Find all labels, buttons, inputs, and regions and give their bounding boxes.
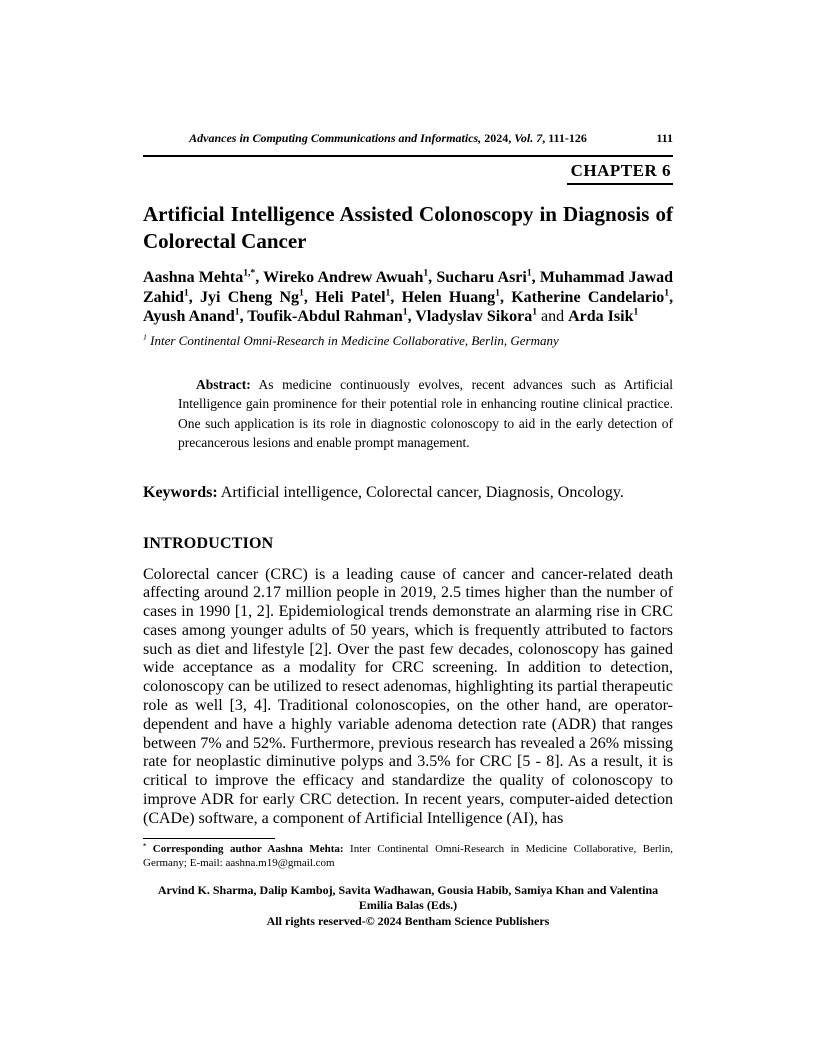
- footnote-divider: [143, 838, 275, 839]
- author-affiliation-superscript: 1,*: [243, 267, 256, 279]
- chapter-banner: [143, 155, 673, 185]
- author-name: Wireko Andrew Awuah: [263, 269, 424, 286]
- author-name: Toufik-Abdul Rahman: [247, 308, 403, 325]
- running-header: [143, 131, 673, 146]
- keywords-text: Artificial intelligence, Colorectal cancer, Diagnosis, Oncology.: [217, 483, 624, 501]
- author-name: Muhammad Jawad Zahid: [143, 269, 674, 306]
- journal-citation: [143, 131, 633, 146]
- page-footer: [143, 883, 673, 930]
- author-name: Arda Isik: [568, 308, 634, 325]
- footer-editors-line-2: Emilia Balas (Eds.): [358, 898, 458, 913]
- journal-pages: , 111-126: [542, 131, 587, 145]
- author-affiliation-superscript: 1: [402, 306, 408, 318]
- section-heading-introduction: INTRODUCTION: [143, 534, 274, 552]
- author-name: Katherine Candelario: [511, 288, 665, 306]
- footer-rights: All rights reserved-© 2024 Bentham Science Publishers: [266, 913, 550, 928]
- page-number: 111: [656, 131, 673, 145]
- affiliation-text: Inter Continental Omni-Research in Medicine Collaborative, Berlin, Germany: [146, 332, 559, 348]
- author-affiliation-superscript: 1: [183, 287, 189, 299]
- author-name: Sucharu Asri: [436, 269, 527, 286]
- footer-editors-line-1: Arvind K. Sharma, Dalip Kamboj, Savita Wadhawan, Gousia Habib, Samiya Khan and Valentina: [157, 882, 659, 897]
- footnote-text: Inter Continental Omni-Research in Medicine Collaborative, Berlin, Germany; E-mail: aashna.m19@gmail.com: [143, 842, 673, 869]
- author-affiliation-superscript: 1: [234, 306, 240, 318]
- footnote: [143, 842, 673, 870]
- journal-title: Advances in Computing Communications and Informatics,: [189, 131, 482, 145]
- author-affiliation-superscript: 1: [633, 306, 639, 318]
- abstract-block: [178, 375, 673, 453]
- author-affiliation-superscript: 1: [385, 287, 391, 299]
- footnote-bold: Corresponding author Aashna Mehta:: [146, 842, 344, 855]
- authors-line: Aashna Mehta$^{1,*}$, Wireko Andrew Awuah$^1$, Sucharu Asri$^1$, Muhammad Jawad Zahid$^1$, Jyi Cheng Ng$^1$, Heli Patel$^1$, Helen Huang$^1$, Katherine Candelario$^1$, Ayush Anand$^1$, Toufik-Abdul Rahman$^1$, Vladyslav Sikora$^1$ and Arda Isik$^1$: [143, 267, 674, 325]
- keywords-line: [143, 483, 673, 503]
- author-affiliation-superscript: 1: [299, 287, 304, 299]
- author-affiliation-superscript: 1: [526, 267, 532, 279]
- authors-and-separator: and: [537, 308, 569, 325]
- affiliation-superscript: 1: [143, 332, 147, 342]
- chapter-label: CHAPTER 6: [567, 160, 673, 185]
- journal-year: 2024,: [481, 131, 515, 145]
- affiliation: [143, 333, 673, 349]
- introduction-paragraph: Colorectal cancer (CRC) is a leading cause of cancer and cancer-related death affecting around 2.17 million people in 2019, 2.5 times higher than the number of cases in 1990 [1, 2]. Epidemiological trends demonstrate an alarming rise in CRC cases among younger adults of 50 years, which is frequently attributed to factors such as diet and lifestyle [2]. Over the past few decades, colonoscopy has gained wide acceptance as a modality for CRC screening. In addition to detection, colonoscopy can be utilized to resect adenomas, highlighting its partial therapeutic role as well [3, 4]. Traditional colonoscopies, on the other hand, are operator-dependent and have a highly variable adenoma detection rate (ADR) that ranges between 7% and 52%. Furthermore, previous research has revealed a 26% missing rate for neoplastic diminutive polyps and 3.5% for CRC [5 - 8]. As a result, it is critical to improve the efficacy and standardize the quality of colonoscopy to improve ADR for early CRC detection. In recent years, computer-aided detection (CADe) software, a component of Artificial Intelligence (AI), has: [143, 565, 673, 827]
- journal-volume: Vol. 7: [514, 131, 543, 145]
- author-name: Ayush Anand: [143, 308, 235, 325]
- author-affiliation-superscript: 1: [423, 267, 429, 279]
- author-name: Jyi Cheng Ng: [200, 288, 300, 306]
- author-name: Vladyslav Sikora: [415, 308, 533, 325]
- abstract-text: As medicine continuously evolves, recent advances such as Artificial Intelligence gain prominence for their potential role in enhancing routine clinical practice. One such application is its role in diagnostic colonoscopy to aid in the early detection of precancerous lesions and enable prompt management.: [178, 376, 673, 450]
- footnote-marker: *: [143, 842, 147, 849]
- keywords-label: Keywords:: [143, 483, 218, 501]
- paper-title: Artificial Intelligence Assisted Colonoscopy in Diagnosis of Colorectal Cancer: [143, 202, 673, 253]
- author-affiliation-superscript: 1: [532, 306, 537, 318]
- abstract-label: Abstract:: [196, 376, 251, 392]
- author-name: Helen Huang: [401, 288, 496, 306]
- author-name: Aashna Mehta: [143, 269, 244, 286]
- author-affiliation-superscript: 1: [664, 287, 670, 299]
- author-name: Heli Patel: [315, 288, 386, 306]
- author-affiliation-superscript: 1: [495, 287, 500, 299]
